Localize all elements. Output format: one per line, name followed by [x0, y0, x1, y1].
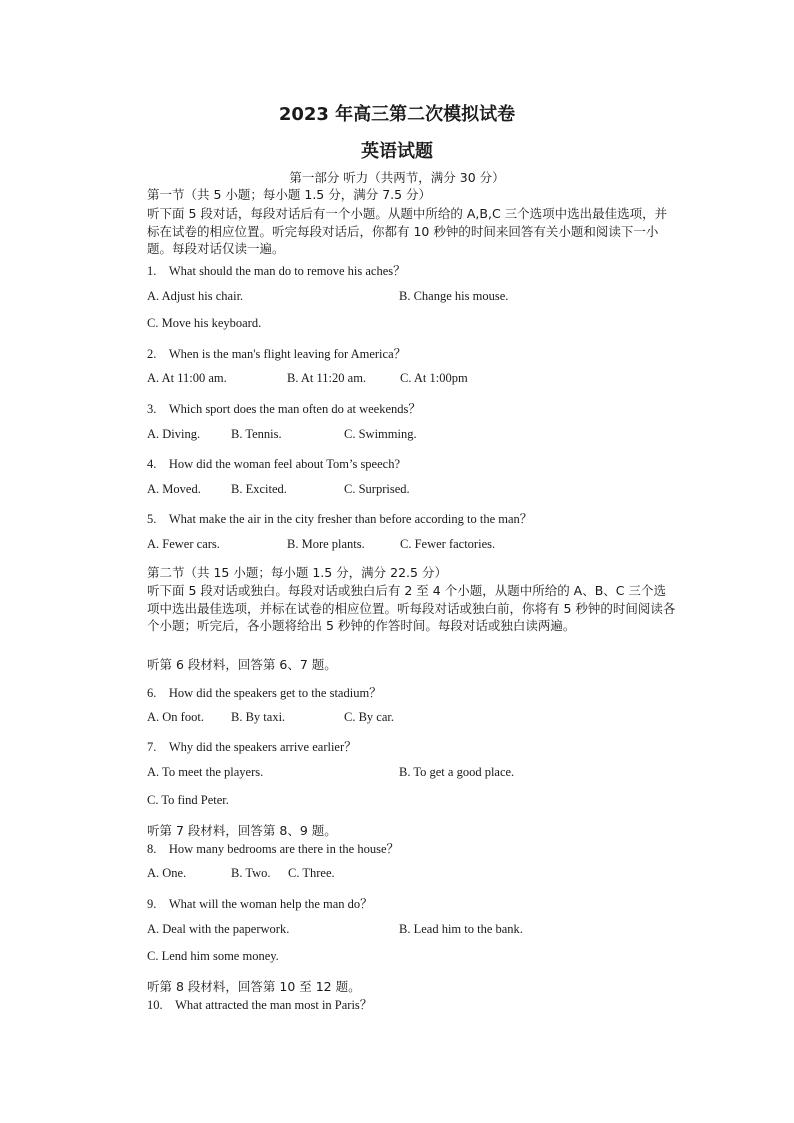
exam-subtitle: 英语试题	[361, 141, 433, 162]
question-5: 5. What make the air in the city fresher than before according to the man？	[147, 512, 533, 526]
question-4: 4. How did the woman feel about Tom’s speech?	[147, 457, 401, 471]
q3-option-c: C. Swimming.	[344, 427, 417, 441]
q8-option-a: A. One.	[147, 866, 187, 880]
q1-option-b: B. Change his mouse.	[399, 289, 509, 303]
question-2: 2. When is the man's flight leaving for America？	[147, 347, 407, 361]
q1-option-c: C. Move his keyboard.	[147, 316, 262, 330]
q7-option-b: B. To get a good place.	[399, 765, 515, 779]
q5-option-a: A. Fewer cars.	[147, 537, 220, 551]
q2-option-c: C. At 1:00pm	[400, 371, 468, 385]
question-1: 1. What should the man do to remove his aches？	[147, 264, 406, 278]
q4-option-a: A. Moved.	[147, 482, 201, 496]
q1-option-a: A. Adjust his chair.	[147, 289, 244, 303]
exam-title: 2023 年高三第二次模拟试卷	[278, 104, 516, 125]
q9-option-b: B. Lead him to the bank.	[399, 922, 523, 936]
question-9: 9. What will the woman help the man do？	[147, 897, 373, 911]
q5-option-b: B. More plants.	[287, 537, 365, 551]
section2-heading: 第二节（共 15 小题；每小题 1.5 分，满分 22.5 分）	[147, 565, 447, 580]
question-10: 10. What attracted the man most in Paris？	[147, 998, 373, 1012]
question-3: 3. Which sport does the man often do at weekends？	[147, 402, 421, 416]
q6-option-b: B. By taxi.	[231, 710, 286, 724]
question-8: 8. How many bedrooms are there in the house？	[147, 842, 400, 856]
q6-option-c: C. By car.	[344, 710, 394, 724]
q7-option-a: A. To meet the players.	[147, 765, 264, 779]
q2-option-a: A. At 11:00 am.	[147, 371, 227, 385]
q2-option-b: B. At 11:20 am.	[287, 371, 367, 385]
q7-option-c: C. To find Peter.	[147, 793, 229, 807]
section1-instructions: 听下面 5 段对话，每段对话后有一个小题。从题中所给的 A,B,C 三个选项中选出最佳选项，并标在试卷的相应位置。听完每段对话后，你都有 10 秒钟的时间来回答有关小题和阅读下一小题。每段对话仅读一遍。	[147, 206, 668, 256]
part1-heading: 第一部分 听力（共两节，满分 30 分）	[289, 170, 505, 185]
q8-option-c: C. Three.	[288, 866, 335, 880]
q3-option-b: B. Tennis.	[231, 427, 282, 441]
section2-instructions: 听下面 5 段对话或独白。每段对话或独白后有 2 至 4 个小题，从题中所给的 A、B、C 三个选项中选出最佳选项，并标在试卷的相应位置。听每段对话或独白前，你将有 5 秒钟的时间阅读各个小题；听完后，各小题将给出 5 秒钟的作答时间。每段对话或独白读两遍。	[147, 583, 676, 633]
q9-option-a: A. Deal with the paperwork.	[147, 922, 290, 936]
q6-option-a: A. On foot.	[147, 710, 204, 724]
q4-option-b: B. Excited.	[231, 482, 287, 496]
section1-heading: 第一节（共 5 小题；每小题 1.5 分，满分 7.5 分）	[147, 187, 432, 202]
material-8-note: 听第 8 段材料，回答第 10 至 12 题。	[147, 979, 361, 994]
q5-option-c: C. Fewer factories.	[400, 537, 496, 551]
q4-option-c: C. Surprised.	[344, 482, 410, 496]
question-6: 6. How did the speakers get to the stadium？	[147, 686, 382, 700]
material-7-note: 听第 7 段材料，回答第 8、9 题。	[147, 823, 337, 838]
q3-option-a: A. Diving.	[147, 427, 201, 441]
question-7: 7. Why did the speakers arrive earlier？	[147, 740, 357, 754]
q8-option-b: B. Two.	[231, 866, 271, 880]
q9-option-c: C. Lend him some money.	[147, 949, 279, 963]
material-6-note: 听第 6 段材料，回答第 6、7 题。	[147, 657, 337, 672]
